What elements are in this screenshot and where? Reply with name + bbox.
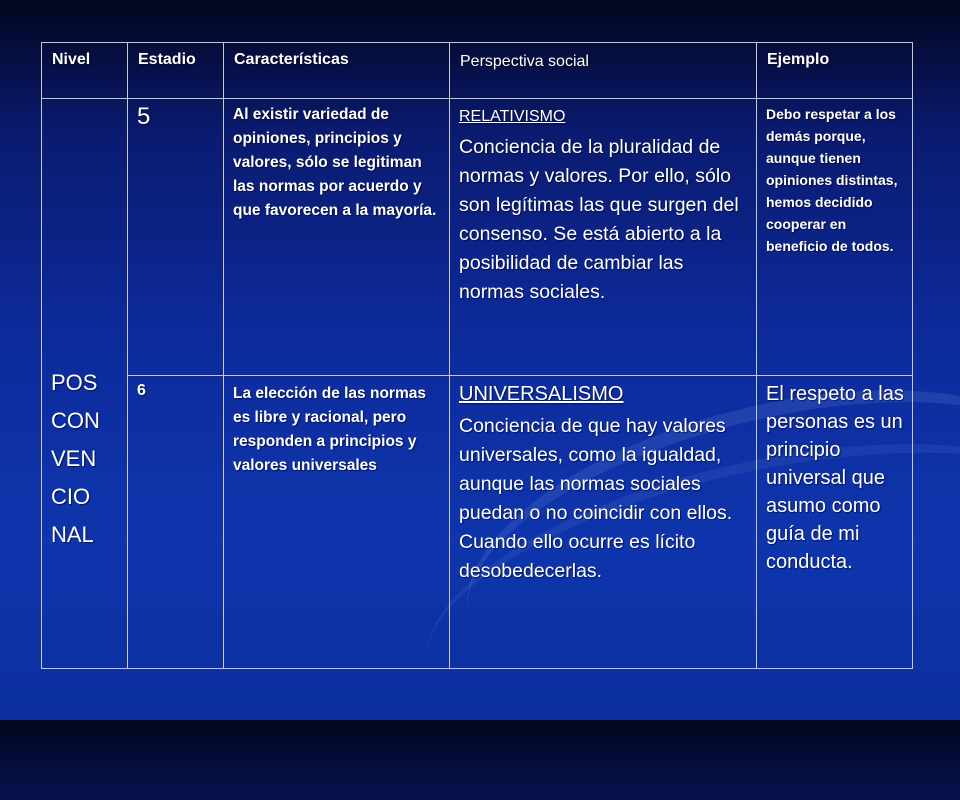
header-ejemplo-label: Ejemplo xyxy=(767,51,830,68)
nivel-line: VEN xyxy=(51,445,97,471)
ejemplo-cell xyxy=(757,99,913,376)
header-caracteristicas-label: Características xyxy=(234,51,349,68)
estadio-cell xyxy=(128,99,224,376)
nivel-line: POS xyxy=(51,369,98,395)
caracteristicas-text: La elección de las normas es libre y racional, pero responden a principios y valores universales xyxy=(233,385,426,474)
caracteristicas-cell xyxy=(224,376,450,669)
header-nivel-label: Nivel xyxy=(52,51,91,68)
ejemplo-cell xyxy=(757,376,913,669)
perspectiva-cell xyxy=(450,376,757,669)
perspectiva-body: Conciencia de la pluralidad de normas y valores. Por ello, sólo son legítimas las que surgen del consenso. Se está abierto a la posibilidad de cambiar las normas sociales. xyxy=(459,136,739,303)
perspectiva-cell xyxy=(450,99,757,376)
header-nivel xyxy=(42,43,128,99)
caracteristicas-text: Al existir variedad de opiniones, principios y valores, sólo se legitiman las normas por acuerdo y que favorecen a la mayoría. xyxy=(233,106,437,219)
nivel-line: CON xyxy=(51,407,100,433)
caracteristicas-cell xyxy=(224,99,450,376)
table-row-stage-6 xyxy=(42,376,913,669)
nivel-cell xyxy=(42,99,128,669)
header-ejemplo xyxy=(757,43,913,99)
nivel-line: CIO xyxy=(51,483,91,509)
estadio-value: 5 xyxy=(137,103,151,130)
perspectiva-body: Conciencia de que hay valores universales, como la igualdad, aunque las normas sociales puedan o no coincidir con ellos. Cuando ello ocurre es lícito desobedecerlas. xyxy=(459,415,733,582)
ejemplo-text: El respeto a las personas es un principio universal que asumo como guía de mi conducta. xyxy=(766,383,904,573)
header-perspectiva xyxy=(450,43,757,99)
nivel-text xyxy=(42,214,127,554)
header-row xyxy=(42,43,913,99)
header-perspectiva-label: Perspectiva social xyxy=(460,53,589,70)
kohlberg-stages-table xyxy=(41,42,913,669)
perspectiva-title: UNIVERSALISMO xyxy=(459,383,624,405)
nivel-line: NAL xyxy=(51,521,94,547)
header-estadio-label: Estadio xyxy=(138,51,196,68)
perspectiva-title: RELATIVISMO xyxy=(459,108,566,125)
ejemplo-text: Debo respetar a los demás porque, aunque tienen opiniones distintas, hemos decidido cooperar en beneficio de todos. xyxy=(766,106,898,254)
header-estadio xyxy=(128,43,224,99)
estadio-cell xyxy=(128,376,224,669)
header-caracteristicas xyxy=(224,43,450,99)
table-row-stage-5 xyxy=(42,99,913,376)
estadio-value: 6 xyxy=(137,382,146,399)
